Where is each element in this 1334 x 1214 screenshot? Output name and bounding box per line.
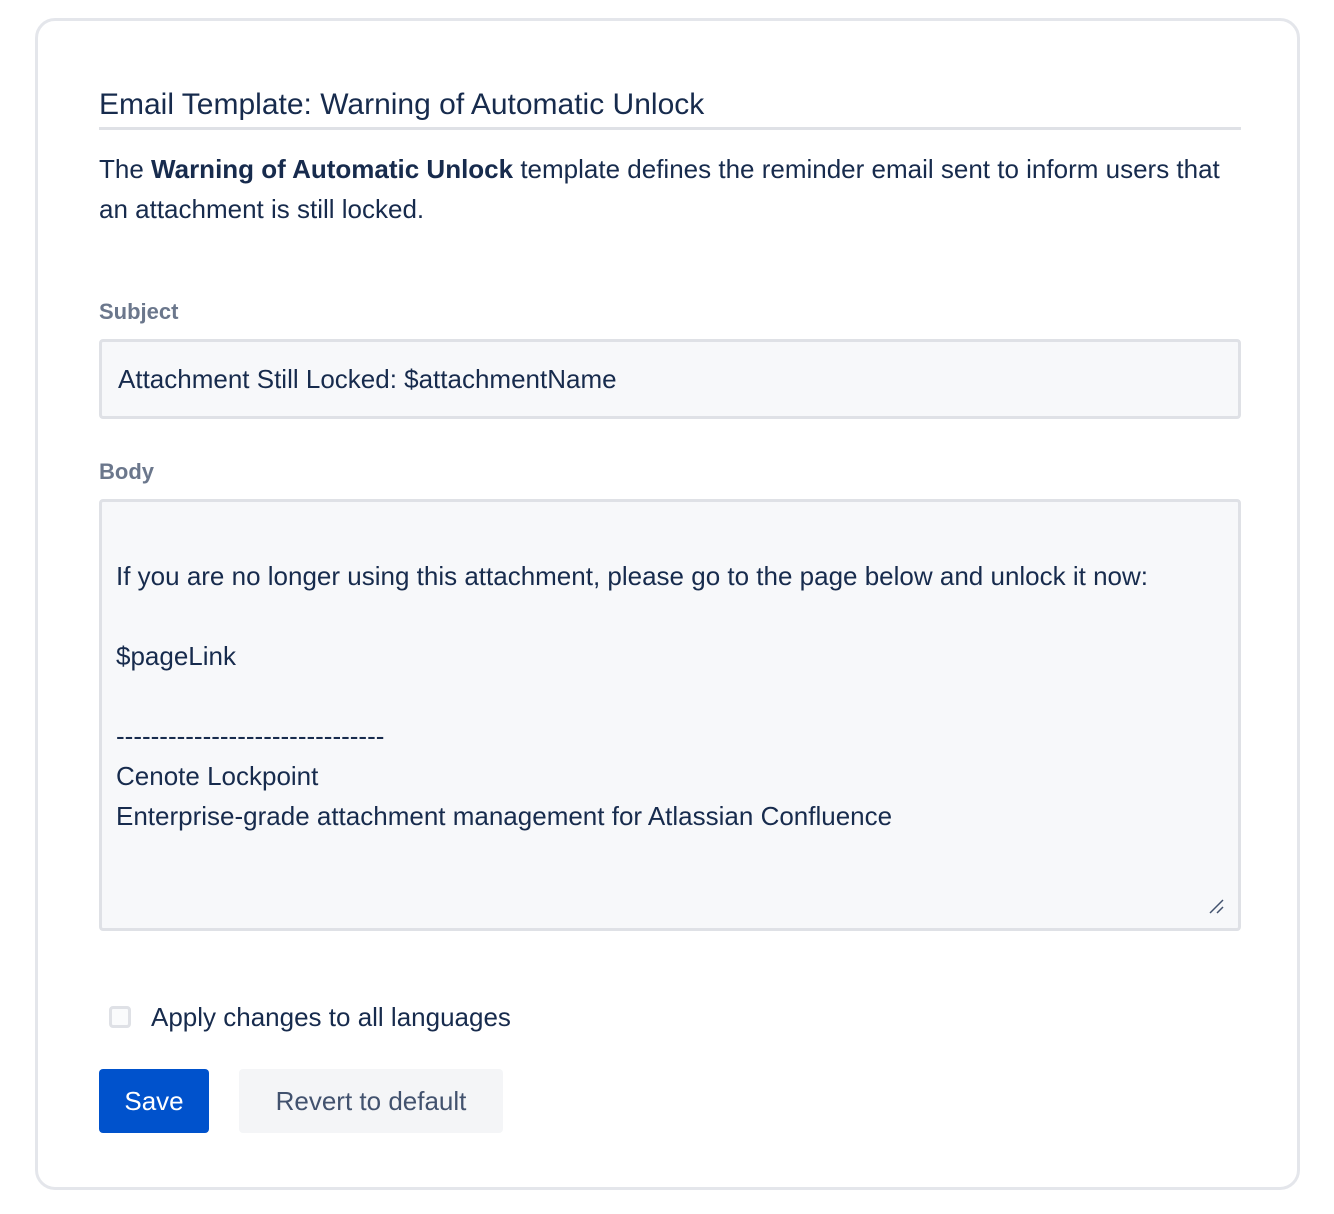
body-textarea[interactable] <box>99 499 1241 931</box>
apply-all-languages-option[interactable] <box>109 997 511 1037</box>
description-prefix: The <box>99 154 152 184</box>
revert-to-default-button[interactable]: Revert to default <box>239 1069 503 1133</box>
subject-label: Subject <box>99 299 179 324</box>
apply-all-languages-checkbox[interactable] <box>109 1006 131 1028</box>
resize-handle-icon[interactable] <box>1208 898 1224 914</box>
apply-all-languages-label[interactable]: Apply changes to all languages <box>151 1001 511 1032</box>
body-text[interactable]: If you are no longer using this attachment, please go to the page below and unlock it now: $pageLink ------------------------------- Cenote Lockpoint Enterprise-grade attachment management for Atlassian Confluence <box>116 561 1149 831</box>
save-button[interactable]: Save <box>99 1069 209 1133</box>
email-template-card <box>35 18 1300 1190</box>
description-suffix: template defines the reminder email sent to inform users that an attachment is still locked. <box>99 154 1220 224</box>
subject-input[interactable] <box>99 339 1241 419</box>
body-label: Body <box>99 459 154 484</box>
description-template-name: Warning of Automatic Unlock <box>151 154 514 184</box>
template-description <box>99 149 1241 229</box>
page-title: Email Template: Warning of Automatic Unlock <box>99 85 1241 130</box>
